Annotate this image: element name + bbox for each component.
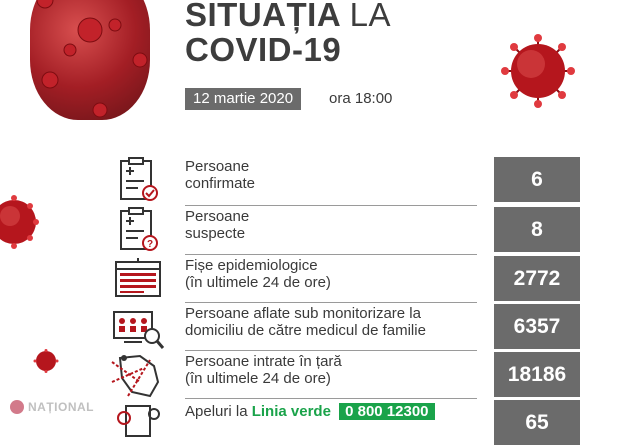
logo-text: NAȚIONAL <box>28 400 94 414</box>
hotline-name: Linia verde <box>251 403 331 420</box>
virus-illustration-left <box>0 194 40 250</box>
date-badge: 12 martie 2020 <box>185 88 301 110</box>
stat-row-epidemiological-sheets <box>110 256 580 303</box>
logo-mark-icon <box>10 400 24 414</box>
stat-label: Persoane confirmate <box>185 158 256 192</box>
svg-text:?: ? <box>147 239 154 250</box>
phone-clipboard-icon <box>110 400 168 447</box>
data-sheet-icon <box>110 256 168 303</box>
virus-illustration-right <box>501 34 575 108</box>
stat-row-entries <box>110 352 580 399</box>
image-fade <box>150 0 160 140</box>
stat-value: 8 <box>494 207 580 252</box>
stat-value: 6357 <box>494 304 580 349</box>
map-route-icon <box>110 352 168 399</box>
time-label: ora 18:00 <box>329 90 393 107</box>
stat-row-confirmed <box>110 157 580 204</box>
stat-value: 2772 <box>494 256 580 301</box>
stat-label: Persoane aflate sub monitorizare la domiciliu de către medicul de familie <box>185 305 426 339</box>
page-title <box>185 0 391 33</box>
stat-label: Apeluri la Linia verde 0 800 12300 <box>185 403 477 420</box>
stat-value: 6 <box>494 157 580 202</box>
stat-value: 18186 <box>494 352 580 397</box>
stat-row-home-monitoring <box>110 304 580 351</box>
hotline-phone-number: 0 800 12300 <box>339 403 434 420</box>
virus-illustration-small <box>33 349 59 373</box>
stat-row-hotline-calls <box>110 400 580 447</box>
stat-label: Persoane intrate în țară (în ultimele 24 de ore) <box>185 353 342 387</box>
virus-illustration-large <box>30 0 150 120</box>
stat-value: 65 <box>494 400 580 445</box>
clipboard-question-icon <box>110 207 168 254</box>
page-title-line2: COVID-19 <box>185 31 342 68</box>
stat-row-suspected <box>110 207 580 254</box>
monitoring-search-icon <box>110 304 168 351</box>
national-logo <box>10 399 94 415</box>
clipboard-check-icon <box>110 157 168 204</box>
title-light-text: LA <box>349 0 391 33</box>
stat-label: Fișe epidemiologice (în ultimele 24 de ore) <box>185 257 331 291</box>
stat-label: Persoane suspecte <box>185 208 250 242</box>
title-bold-text: SITUAȚIA <box>185 0 340 33</box>
